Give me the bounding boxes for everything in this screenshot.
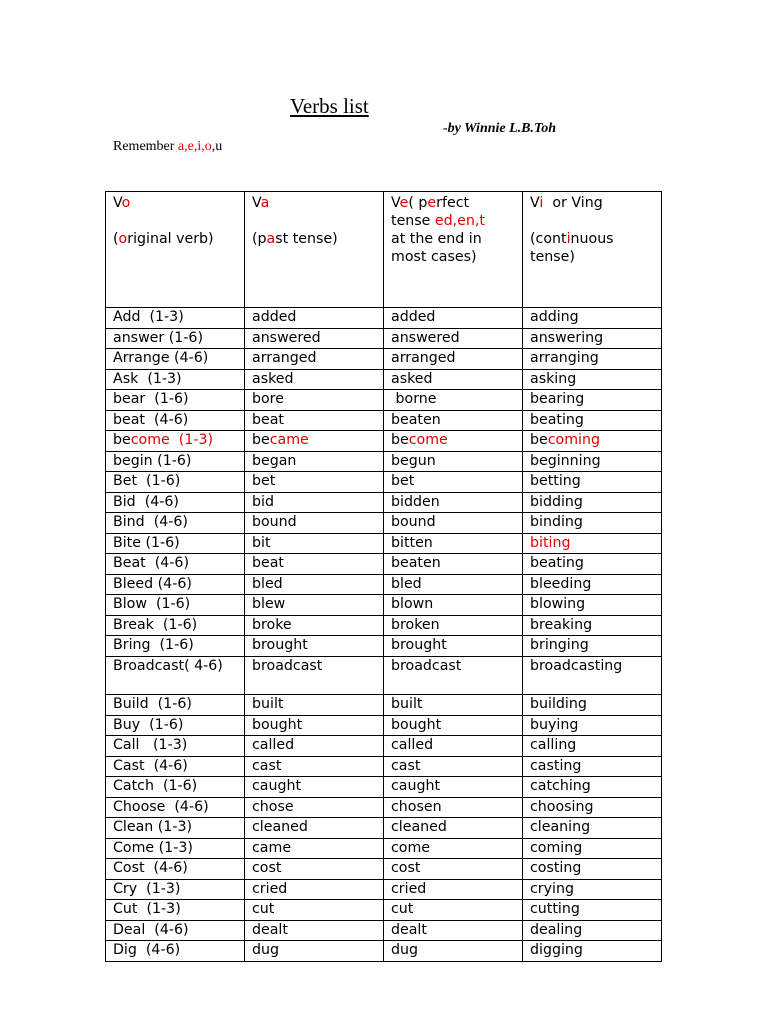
table-row <box>106 615 662 636</box>
table-row <box>106 838 662 859</box>
vi-cell: casting <box>523 756 662 777</box>
va-cell: asked <box>245 369 384 390</box>
vo-cell: Bid (4-6) <box>106 492 245 513</box>
vi-cell: dealing <box>523 920 662 941</box>
va-cell: beat <box>245 410 384 431</box>
va-cell: dug <box>245 941 384 962</box>
table-row <box>106 492 662 513</box>
vo-cell: begin (1-6) <box>106 451 245 472</box>
page-title: Verbs list <box>290 94 369 118</box>
vo-cell: Break (1-6) <box>106 615 245 636</box>
vo-cell: Bind (4-6) <box>106 513 245 534</box>
verbs-table <box>105 191 662 962</box>
table-row <box>106 595 662 616</box>
vo-cell: Call (1-3) <box>106 736 245 757</box>
ve-cell: come <box>384 838 523 859</box>
ve-cell: blown <box>384 595 523 616</box>
vi-cell: binding <box>523 513 662 534</box>
va-cell: answered <box>245 328 384 349</box>
table-row <box>106 472 662 493</box>
va-cell: bore <box>245 390 384 411</box>
va-cell: came <box>245 838 384 859</box>
vo-cell: bear (1-6) <box>106 390 245 411</box>
table-row <box>106 533 662 554</box>
vi-cell: biting <box>523 533 662 554</box>
remember-vowels: a,e,i,o <box>177 139 212 154</box>
va-cell: brought <box>245 636 384 657</box>
vi-cell: bearing <box>523 390 662 411</box>
ve-cell: bidden <box>384 492 523 513</box>
va-cell: called <box>245 736 384 757</box>
ve-cell: chosen <box>384 797 523 818</box>
ve-cell: beaten <box>384 410 523 431</box>
va-cell: cleaned <box>245 818 384 839</box>
vo-cell: Bet (1-6) <box>106 472 245 493</box>
va-cell: bet <box>245 472 384 493</box>
va-cell: built <box>245 695 384 716</box>
vo-cell: Blow (1-6) <box>106 595 245 616</box>
table-row <box>106 308 662 329</box>
va-cell: cast <box>245 756 384 777</box>
table-row <box>106 818 662 839</box>
vi-cell: bringing <box>523 636 662 657</box>
table-row <box>106 451 662 472</box>
table-row <box>106 920 662 941</box>
vo-cell: Bite (1-6) <box>106 533 245 554</box>
vi-cell: blowing <box>523 595 662 616</box>
ve-cell: bled <box>384 574 523 595</box>
vo-cell: Cut (1-3) <box>106 900 245 921</box>
va-cell: bit <box>245 533 384 554</box>
author-credit: -by Winnie L.B.Toh <box>443 121 557 136</box>
va-cell: cried <box>245 879 384 900</box>
table-row <box>106 431 662 452</box>
header-ve: Ve( perfect tense ed,en,t at the end in most cases) <box>384 192 523 308</box>
vi-cell: crying <box>523 879 662 900</box>
vo-cell: Cost (4-6) <box>106 859 245 880</box>
vo-cell: Catch (1-6) <box>106 777 245 798</box>
ve-cell: bought <box>384 715 523 736</box>
vi-cell: digging <box>523 941 662 962</box>
va-cell: added <box>245 308 384 329</box>
vo-cell: Dig (4-6) <box>106 941 245 962</box>
table-row <box>106 777 662 798</box>
table-row <box>106 513 662 534</box>
vi-cell: arranging <box>523 349 662 370</box>
va-cell: bought <box>245 715 384 736</box>
vo-cell: Cry (1-3) <box>106 879 245 900</box>
header-vi: Vi or Ving (continuous tense) <box>523 192 662 308</box>
vi-cell: beating <box>523 554 662 575</box>
ve-cell: called <box>384 736 523 757</box>
table-row <box>106 636 662 657</box>
table-row <box>106 756 662 777</box>
table-row <box>106 410 662 431</box>
ve-cell: built <box>384 695 523 716</box>
va-cell: broke <box>245 615 384 636</box>
vo-cell: Bleed (4-6) <box>106 574 245 595</box>
va-cell: bled <box>245 574 384 595</box>
vi-cell: coming <box>523 838 662 859</box>
vi-cell: betting <box>523 472 662 493</box>
vi-cell: building <box>523 695 662 716</box>
ve-cell: brought <box>384 636 523 657</box>
vo-cell: Bring (1-6) <box>106 636 245 657</box>
vi-cell: answering <box>523 328 662 349</box>
vi-cell: broadcasting <box>523 656 662 695</box>
va-cell: blew <box>245 595 384 616</box>
ve-cell: dug <box>384 941 523 962</box>
ve-cell: cried <box>384 879 523 900</box>
ve-cell: cut <box>384 900 523 921</box>
va-cell: broadcast <box>245 656 384 695</box>
vi-cell: calling <box>523 736 662 757</box>
vi-cell: choosing <box>523 797 662 818</box>
va-cell: cut <box>245 900 384 921</box>
va-cell: became <box>245 431 384 452</box>
table-row <box>106 900 662 921</box>
vi-cell: becoming <box>523 431 662 452</box>
vo-cell: Come (1-3) <box>106 838 245 859</box>
vi-cell: catching <box>523 777 662 798</box>
table-row <box>106 797 662 818</box>
ve-cell: broadcast <box>384 656 523 695</box>
vo-cell: Broadcast( 4-6) <box>106 656 245 695</box>
vo-cell: Deal (4-6) <box>106 920 245 941</box>
ve-cell: answered <box>384 328 523 349</box>
va-cell: began <box>245 451 384 472</box>
remember-suffix: ,u <box>211 139 223 154</box>
ve-cell: broken <box>384 615 523 636</box>
ve-cell: asked <box>384 369 523 390</box>
ve-cell: cost <box>384 859 523 880</box>
table-row <box>106 736 662 757</box>
vo-cell: Clean (1-3) <box>106 818 245 839</box>
vo-cell: Buy (1-6) <box>106 715 245 736</box>
vi-cell: cleaning <box>523 818 662 839</box>
vo-cell: Arrange (4-6) <box>106 349 245 370</box>
ve-cell: bound <box>384 513 523 534</box>
ve-cell: added <box>384 308 523 329</box>
table-row <box>106 328 662 349</box>
ve-cell: bitten <box>384 533 523 554</box>
vo-cell: Choose (4-6) <box>106 797 245 818</box>
va-cell: cost <box>245 859 384 880</box>
va-cell: dealt <box>245 920 384 941</box>
vi-cell: bleeding <box>523 574 662 595</box>
table-row <box>106 879 662 900</box>
ve-cell: dealt <box>384 920 523 941</box>
ve-cell: borne <box>384 390 523 411</box>
table-row <box>106 349 662 370</box>
ve-cell: bet <box>384 472 523 493</box>
va-cell: chose <box>245 797 384 818</box>
va-cell: bound <box>245 513 384 534</box>
va-cell: caught <box>245 777 384 798</box>
vo-cell: Build (1-6) <box>106 695 245 716</box>
header-vo: Vo (original verb) <box>106 192 245 308</box>
va-cell: beat <box>245 554 384 575</box>
va-cell: arranged <box>245 349 384 370</box>
vi-cell: adding <box>523 308 662 329</box>
ve-cell: arranged <box>384 349 523 370</box>
vi-cell: cutting <box>523 900 662 921</box>
vi-cell: costing <box>523 859 662 880</box>
table-row <box>106 390 662 411</box>
vi-cell: beginning <box>523 451 662 472</box>
vi-cell: buying <box>523 715 662 736</box>
table-row <box>106 941 662 962</box>
table-row <box>106 574 662 595</box>
table-row <box>106 859 662 880</box>
ve-cell: beaten <box>384 554 523 575</box>
ve-cell: begun <box>384 451 523 472</box>
table-header-row <box>106 192 662 308</box>
vo-cell: Beat (4-6) <box>106 554 245 575</box>
table-row <box>106 715 662 736</box>
vo-cell: become (1-3) <box>106 431 245 452</box>
ve-cell: become <box>384 431 523 452</box>
table-row <box>106 656 662 695</box>
vi-cell: beating <box>523 410 662 431</box>
vi-cell: asking <box>523 369 662 390</box>
remember-prefix: Remember <box>113 139 178 154</box>
ve-cell: cast <box>384 756 523 777</box>
vo-cell: beat (4-6) <box>106 410 245 431</box>
ve-cell: cleaned <box>384 818 523 839</box>
vi-cell: bidding <box>523 492 662 513</box>
ve-cell: caught <box>384 777 523 798</box>
va-cell: bid <box>245 492 384 513</box>
vo-cell: Cast (4-6) <box>106 756 245 777</box>
vo-cell: answer (1-6) <box>106 328 245 349</box>
vo-cell: Add (1-3) <box>106 308 245 329</box>
table-row <box>106 369 662 390</box>
header-va: Va (past tense) <box>245 192 384 308</box>
table-row <box>106 554 662 575</box>
remember-note <box>113 139 222 155</box>
vi-cell: breaking <box>523 615 662 636</box>
vo-cell: Ask (1-3) <box>106 369 245 390</box>
table-row <box>106 695 662 716</box>
